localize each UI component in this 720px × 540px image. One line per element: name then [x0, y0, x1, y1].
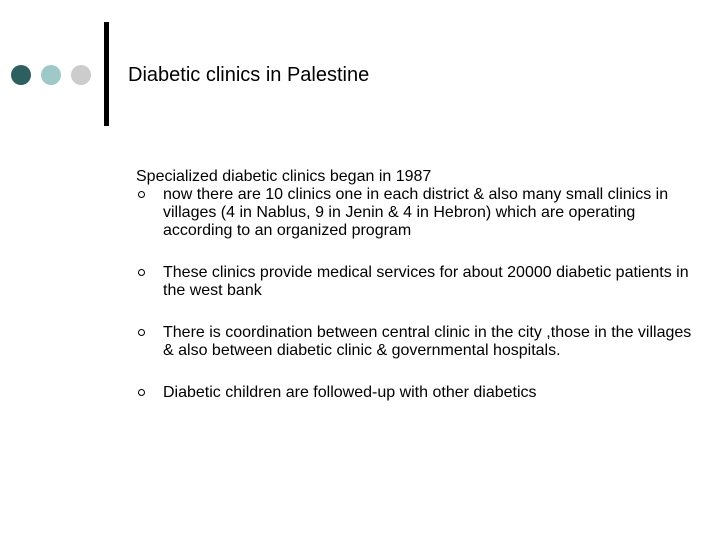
bullet-text: There is coordination between central clinic in the city ,those in the villages & also between diabetic clinic & governmental hospitals.	[163, 324, 692, 359]
hollow-circle-bullet-icon	[138, 389, 145, 396]
slide-body	[136, 168, 696, 402]
bullet-item	[136, 186, 696, 240]
bullet-text: These clinics provide medical services for about 20000 diabetic patients in the west bank	[163, 264, 689, 299]
decorative-dot-dark	[11, 65, 31, 85]
bullet-item	[136, 384, 696, 402]
bullet-list	[136, 186, 696, 402]
slide-title: Diabetic clinics in Palestine	[128, 64, 370, 86]
bullet-text: now there are 10 clinics one in each district & also many small clinics in villages (4 in Nablus, 9 in Jenin & 4 in Hebron) which are operating according to an organized program	[163, 186, 669, 239]
bullet-text: Diabetic children are followed-up with other diabetics	[163, 384, 537, 401]
bullet-item	[136, 264, 696, 300]
title-divider-bar	[104, 22, 109, 126]
decorative-dot-light	[41, 65, 61, 85]
hollow-circle-bullet-icon	[138, 329, 145, 336]
hollow-circle-bullet-icon	[138, 191, 145, 198]
hollow-circle-bullet-icon	[138, 269, 145, 276]
decorative-dot-gray	[71, 65, 91, 85]
intro-text: Specialized diabetic clinics began in 1987	[136, 168, 432, 185]
bullet-item	[136, 324, 696, 360]
